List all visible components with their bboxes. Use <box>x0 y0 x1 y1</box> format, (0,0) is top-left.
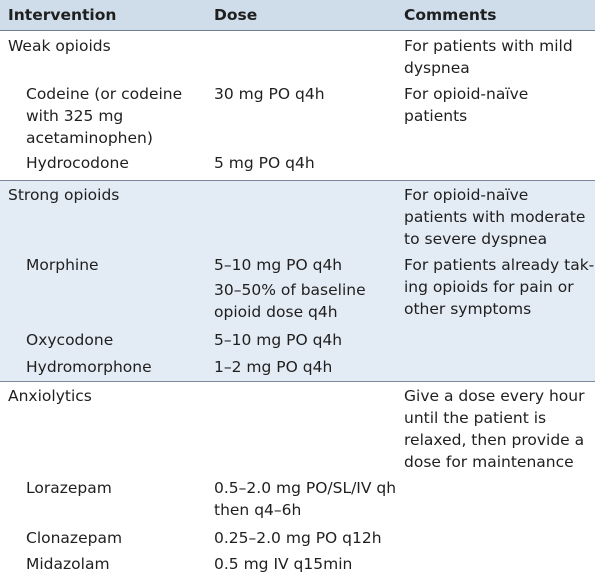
dose-line: 5 mg PO q4h <box>214 154 315 172</box>
group-strong-opioids <box>0 181 595 381</box>
drug-name-line: with 325 mg <box>26 107 124 125</box>
comment-line: ing opioids for pain or <box>404 278 574 296</box>
group-label: Anxiolytics <box>8 387 92 405</box>
group-comment-line: For patients with mild <box>404 37 573 55</box>
group-comment-line: dose for maintenance <box>404 453 574 471</box>
dose-line: 0.25–2.0 mg PO q12h <box>214 529 382 547</box>
group-anxiolytics <box>0 382 595 578</box>
group-weak-opioids <box>0 31 595 180</box>
drug-name-line: Lorazepam <box>26 479 112 497</box>
dose-line: 5–10 mg PO q4h <box>214 331 343 349</box>
dose-line: 30–50% of baseline <box>214 281 366 299</box>
comment-line: For patients already tak- <box>404 256 595 274</box>
group-comment-line: For opioid-naïve <box>404 186 529 204</box>
comment-line: other symptoms <box>404 300 532 318</box>
dose-line: opioid dose q4h <box>214 303 338 321</box>
table-header <box>0 0 595 31</box>
drug-name-line: acetaminophen) <box>26 129 153 147</box>
dose-line: 0.5 mg IV q15min <box>214 555 353 573</box>
group-comment-line: patients with moderate <box>404 208 586 226</box>
group-comment-line: until the patient is <box>404 409 547 427</box>
group-label: Strong opioids <box>8 186 120 204</box>
drug-name-line: Morphine <box>26 256 99 274</box>
drug-name-line: Hydromorphone <box>26 358 152 376</box>
drug-name-line: Hydrocodone <box>26 154 129 172</box>
group-label: Weak opioids <box>8 37 111 55</box>
comment-line: patients <box>404 107 468 125</box>
header-comments: Comments <box>404 6 497 24</box>
group-comment-line: Give a dose every hour <box>404 387 585 405</box>
group-comment-line: dyspnea <box>404 59 470 77</box>
dose-line: 1–2 mg PO q4h <box>214 358 333 376</box>
drug-name-line: Midazolam <box>26 555 110 573</box>
dose-line: 0.5–2.0 mg PO/SL/IV qh <box>214 479 397 497</box>
group-comment-line: relaxed, then provide a <box>404 431 585 449</box>
comment-line: For opioid-naïve <box>404 85 529 103</box>
dose-line: 5–10 mg PO q4h <box>214 256 343 274</box>
drug-name-line: Oxycodone <box>26 331 114 349</box>
dose-line: 30 mg PO q4h <box>214 85 325 103</box>
header-dose: Dose <box>214 6 258 24</box>
drug-name-line: Clonazepam <box>26 529 123 547</box>
drug-name-line: Codeine (or codeine <box>26 85 183 103</box>
header-intervention: Intervention <box>8 6 117 24</box>
dose-line: then q4–6h <box>214 501 302 519</box>
group-comment-line: to severe dyspnea <box>404 230 548 248</box>
